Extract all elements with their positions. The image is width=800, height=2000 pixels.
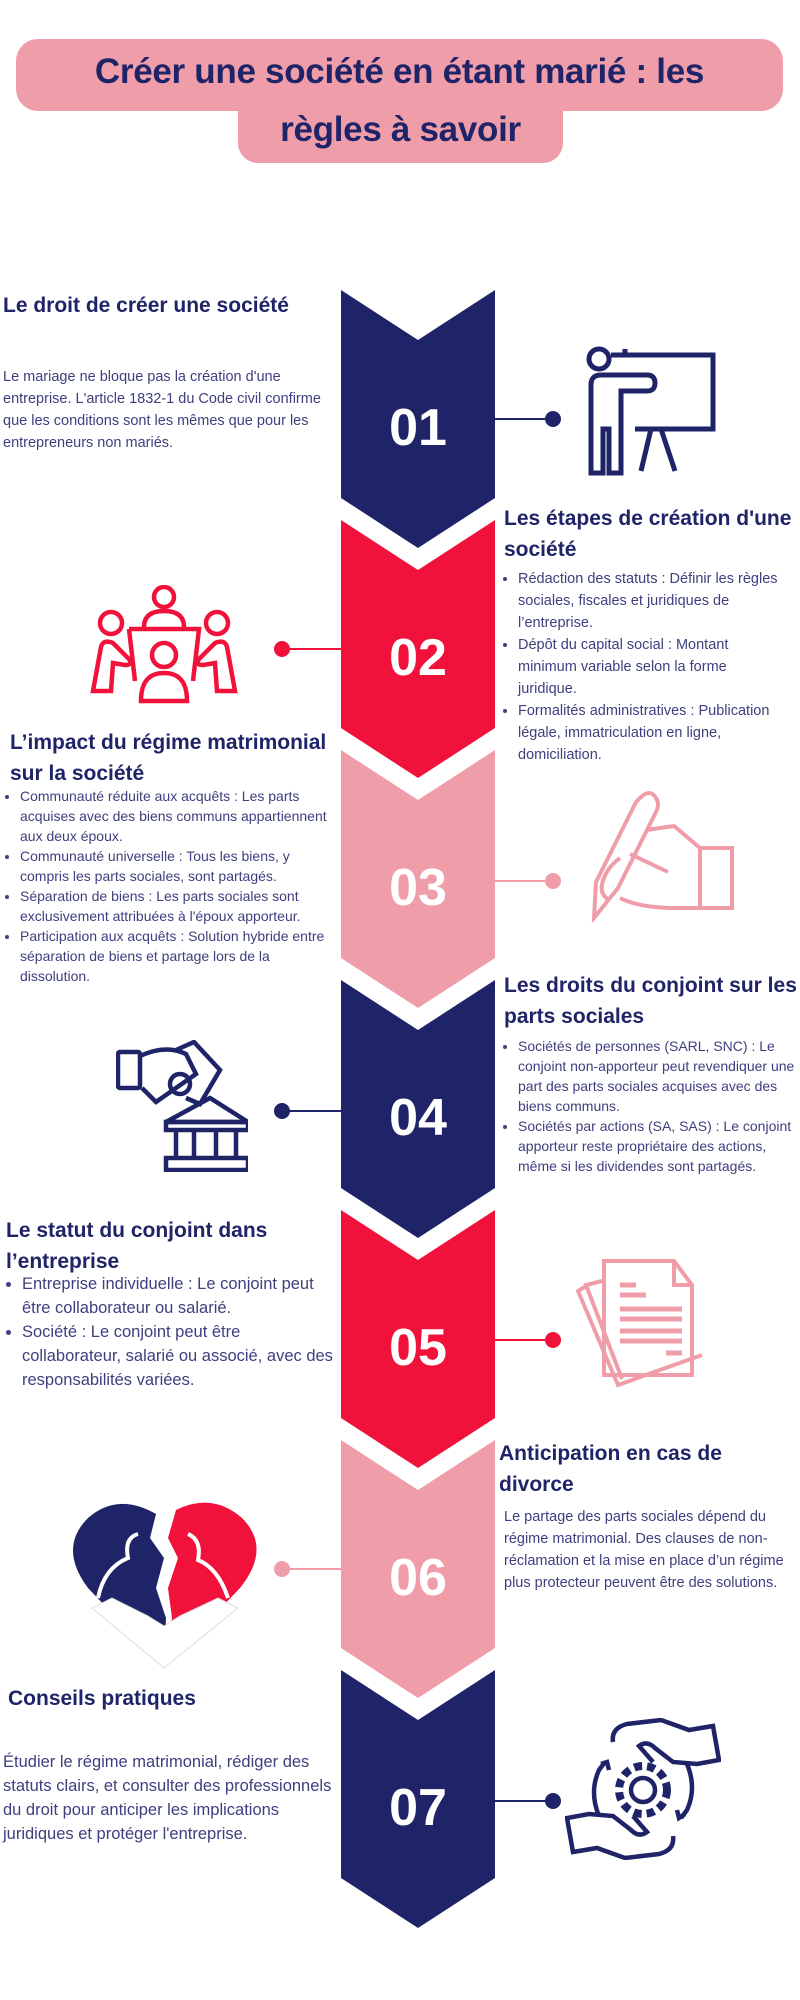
step-chevron-01 [341, 290, 495, 548]
connector-dot [545, 1332, 561, 1348]
step-05-bullets [6, 1272, 342, 1392]
step-number: 07 [389, 1779, 447, 1837]
connector-line [282, 648, 341, 650]
step-number: 01 [389, 399, 447, 457]
step-03-title: L’impact du régime matrimonial sur la société [10, 731, 327, 785]
step-02-title: Les étapes de création d'une société [504, 507, 792, 561]
step-number: 05 [389, 1319, 447, 1377]
connector-dot [545, 1793, 561, 1809]
step-number: 02 [389, 629, 447, 687]
hand-writing-pen-icon [580, 788, 735, 922]
bullet-item: • Communauté universelle : Tous les biens, y compris les parts sociales, sont partagés. [20, 846, 342, 886]
step-number: 06 [389, 1549, 447, 1607]
step-07-text: Étudier le régime matrimonial, rédiger des statuts clairs, et consulter des professionnels du droit pour anticiper les implications juridiques et protéger l'entreprise. [3, 1753, 332, 1843]
connector-line [282, 1110, 341, 1112]
bullet-item: • Sociétés par actions (SA, SAS) : Le conjoint apporteur reste propriétaire des actions, même si les dividendes sont partagés. [518, 1116, 796, 1176]
step-06-title: Anticipation en cas de divorce [499, 1442, 722, 1496]
page-title-line1: Créer une société en étant marié : les [94, 52, 705, 91]
step-chevron-05 [341, 1210, 495, 1468]
broken-heart-couple-icon [68, 1498, 262, 1670]
bullet-item: • Entreprise individuelle : Le conjoint peut être collaborateur ou salarié. [22, 1272, 342, 1320]
connector-dot [545, 873, 561, 889]
connector-dot [274, 1561, 290, 1577]
page-title-line2: règles à savoir [280, 110, 521, 149]
bullet-item: • Société : Le conjoint peut être collaborateur, salarié ou associé, avec des responsabilités variées. [22, 1320, 342, 1392]
bullet-item: • Participation aux acquêts : Solution hybride entre séparation de biens et partage lors de la dissolution. [20, 926, 342, 986]
bullet-item: • Communauté réduite aux acquêts : Les parts acquises avec des biens communs appartiennent aux deux époux. [20, 786, 342, 846]
bullet-item: • Sociétés de personnes (SARL, SNC) : Le conjoint non-apporteur peut revendiquer une part des parts sociales acquises avec des biens communs. [518, 1036, 796, 1116]
bullet-item: • Séparation de biens : Les parts sociales sont exclusivement attribuées à l'époux apporteur. [20, 886, 342, 926]
connector-line [282, 1568, 341, 1570]
step-chevron-06 [341, 1440, 495, 1698]
step-07-title: Conseils pratiques [8, 1687, 196, 1710]
documents-icon [576, 1255, 710, 1391]
step-chevron-04 [341, 980, 495, 1238]
step-number: 03 [389, 859, 447, 917]
step-06-text: Le partage des parts sociales dépend du régime matrimonial. Des clauses de non-réclamation et la mise en place d’un régime plus protecteur peuvent être des solutions. [504, 1509, 784, 1591]
bullet-item: • Formalités administratives : Publication légale, immatriculation en ligne, domiciliation. [518, 700, 786, 766]
connector-dot [545, 411, 561, 427]
presenter-board-icon [585, 345, 717, 477]
step-chevron-03 [341, 750, 495, 1008]
meeting-table-icon [89, 585, 239, 705]
step-02-bullets [502, 568, 786, 766]
bullet-item: • Rédaction des statuts : Définir les règles sociales, fiscales et juridiques de l’entreprise. [518, 568, 786, 634]
bullet-item: • Dépôt du capital social : Montant minimum variable selon la forme juridique. [518, 634, 786, 700]
step-chevron-02 [341, 520, 495, 778]
hands-gear-icon [565, 1718, 721, 1860]
step-number: 04 [389, 1089, 447, 1147]
hand-money-bank-icon [116, 1040, 248, 1172]
step-chevron-07 [341, 1670, 495, 1928]
connector-dot [274, 1103, 290, 1119]
connector-dot [274, 641, 290, 657]
step-05-title: Le statut du conjoint dans l’entreprise [6, 1219, 268, 1273]
step-01-text: Le mariage ne bloque pas la création d'une entreprise. L'article 1832-1 du Code civil confirme que les conditions sont les mêmes que pour les entrepreneurs non mariés. [3, 369, 321, 451]
step-04-title: Les droits du conjoint sur les parts sociales [504, 974, 797, 1028]
step-01-title: Le droit de créer une société [3, 294, 289, 317]
step-04-bullets [502, 1036, 796, 1176]
step-03-bullets [4, 786, 342, 986]
